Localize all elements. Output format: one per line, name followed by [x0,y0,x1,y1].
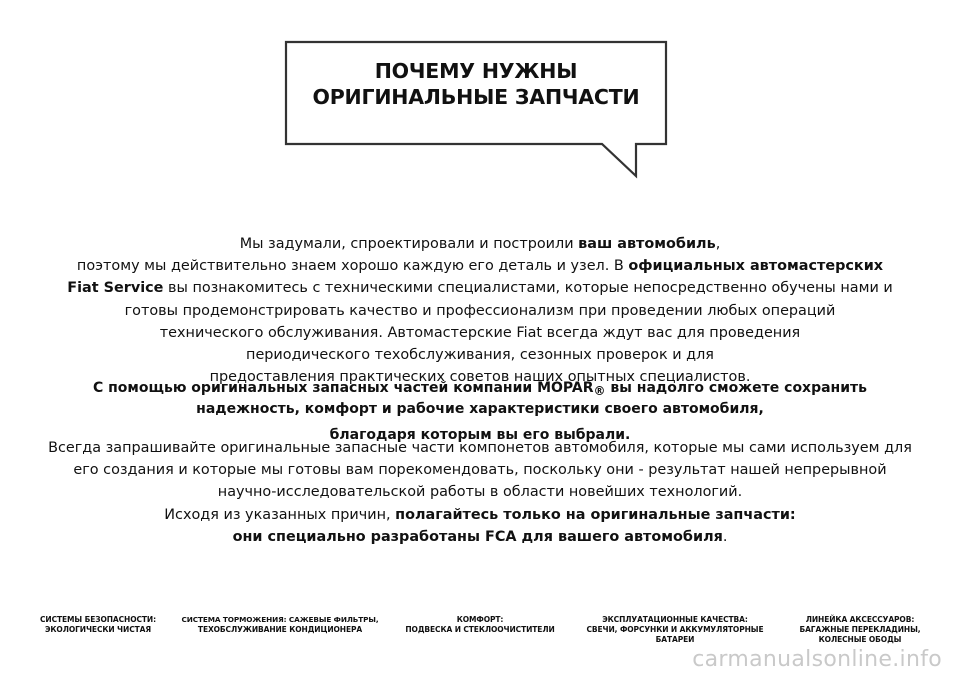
text-run: Мы задумали, спроектировали и построили [239,236,579,252]
footer-line-2: ПОДВЕСКА И СТЕКЛООЧИСТИТЕЛИ [405,625,555,634]
bold-run: Fiat Service [67,280,164,297]
text-run: . [722,528,728,545]
mopar-paragraph [20,381,940,445]
bubble-title [286,58,666,110]
footer-line-2: ТЕХОБСЛУЖИВАНИЕ КОНДИЦИОНЕРА [197,625,363,634]
recommendation-line-2: его создания и которые мы готовы вам порекомендовать, поскольку они - результат нашей непрерывной [73,462,887,479]
footer-line-3: КОЛЕСНЫЕ ОБОДЫ [818,635,902,644]
bubble-title-line-1: ПОЧЕМУ НУЖНЫ [374,59,578,83]
intro-line-1 [20,233,940,255]
footer-line-1: ЛИНЕЙКА АКСЕССУАРОВ: [805,615,915,624]
intro-line-6: периодического техобслуживания, сезонных проверок и для [246,347,714,364]
footer-line-1: СИСТЕМЫ БЕЗОПАСНОСТИ: [40,615,156,624]
text-run: , [715,236,721,252]
bubble-title-line-2: ОРИГИНАЛЬНЫЕ ЗАПЧАСТИ [312,85,640,109]
footer-line-2: СВЕЧИ, ФОРСУНКИ И АККУМУЛЯТОРНЫЕ [586,625,764,634]
mopar-line-3: благодаря которым вы его выбрали. [329,427,631,443]
intro-line-2 [20,255,940,277]
footer-line-2: ЭКОЛОГИЧЕСКИ ЧИСТАЯ [44,625,151,634]
recommendation-line-3: научно-исследовательской работы в области новейших технологий. [217,484,743,501]
registered-mark: ® [593,384,606,398]
watermark: carmanualsonline.info [692,647,942,672]
recommendation-line-5 [20,526,940,548]
footer-line-3: БАТАРЕИ [655,635,695,644]
text-run: вы надолго сможете сохранить [605,380,868,396]
text-run: С помощью оригинальных запасных частей компании MOPAR [92,380,594,396]
footer-category-safety [8,615,188,635]
footer-category-braking [180,615,380,635]
bold-run: полагайтесь только на оригинальные запчасти: [395,506,796,523]
mopar-line-1 [20,381,940,399]
intro-line-7: предоставления практических советов наших опытных специалистов. [209,369,751,386]
bold-run: ваш автомобиль [578,236,716,252]
intro-paragraph [20,233,940,388]
footer-category-comfort [380,615,580,635]
bold-run: они специально разработаны FCA для вашего автомобиля [232,528,723,545]
intro-line-3 [20,277,940,299]
intro-line-4: готовы продемонстрировать качество и профессионализм при проведении любых операций [124,302,836,319]
bold-run: официальных автомастерских [628,258,884,275]
recommendation-line-4 [20,504,940,526]
text-run: вы познакомитесь с техническими специалистами, которые непосредственно обучены нами и [163,280,893,297]
footer-line-1: СИСТЕМА ТОРМОЖЕНИЯ: САЖЕВЫЕ ФИЛЬТРЫ, [181,615,379,624]
recommendation-line-1: Всегда запрашивайте оригинальные запасные части компонетов автомобиля, которые мы сами используем для [48,440,912,456]
recommendation-paragraph [20,437,940,548]
footer-category-accessories [770,615,950,645]
footer-line-1: ЭКСПЛУАТАЦИОННЫЕ КАЧЕСТВА: [602,615,748,624]
footer-line-2: БАГАЖНЫЕ ПЕРЕКЛАДИНЫ, [799,625,921,634]
footer-line-1: КОМФОРТ: [456,615,504,624]
mopar-line-2: надежность, комфорт и рабочие характеристики своего автомобиля, [196,401,764,417]
intro-line-5: технического обслуживания. Автомастерские Fiat всегда ждут вас для проведения [159,324,801,341]
footer-category-performance [575,615,775,645]
text-run: поэтому мы действительно знаем хорошо каждую его деталь и узел. В [76,258,629,275]
text-run: Исходя из указанных причин, [164,506,396,523]
